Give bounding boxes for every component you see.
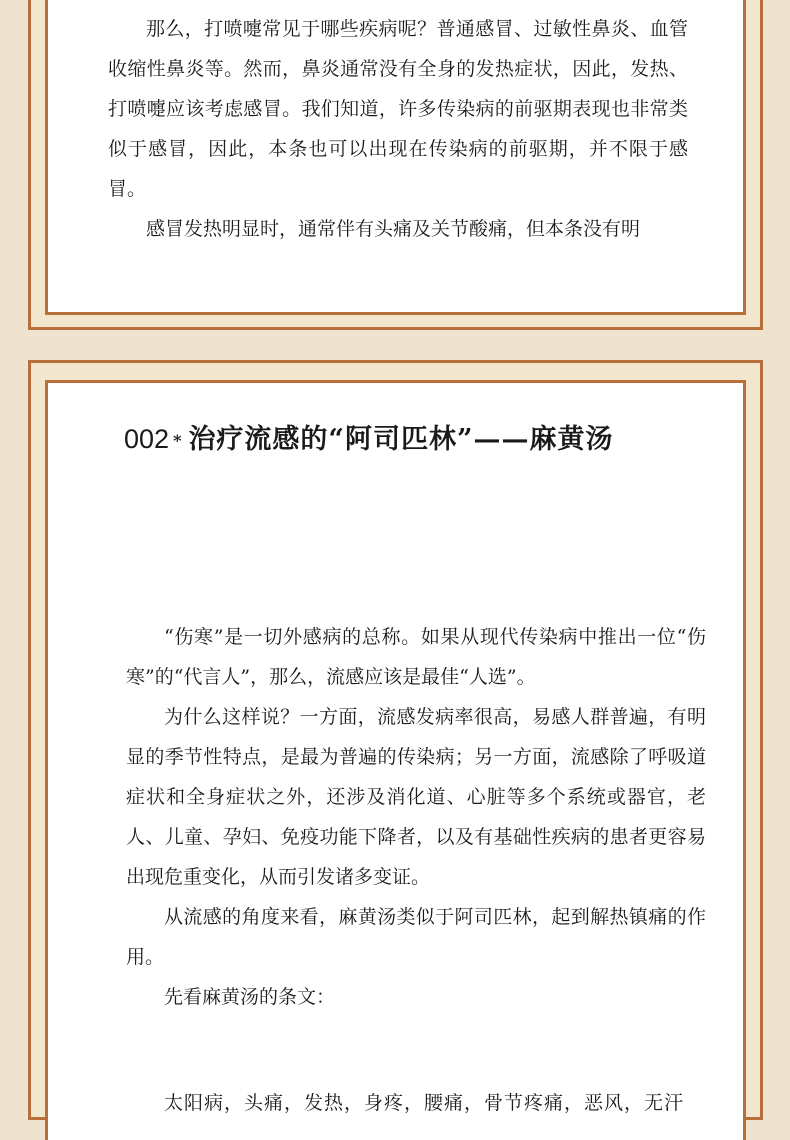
section-number: 002 [124,424,170,454]
section-title [124,417,614,456]
previous-section-content [45,0,746,315]
paragraph: 感冒发热明显时，通常伴有头痛及关节酸痛，但本条没有明 [146,218,641,240]
section-body [126,617,706,1017]
previous-section-card [28,0,763,330]
paragraph: 为什么这样说？一方面，流感发病率很高，易感人群普遍，有明显的季节性特点，是最为普遍的传染病；另一方面，流感除了呼吸道症状和全身症状之外，还涉及消化道、心脏等多个系统或器官，老人、儿童、孕妇、免疫功能下降者，以及有基础性疾病的患者更容易出现危重变化，从而引发诸多变证。 [126,706,706,888]
section-title-text: 治疗流感的“阿司匹林”——麻黄汤 [188,424,614,455]
paragraph: 先看麻黄汤的条文： [164,986,336,1008]
paragraph: “伤寒”是一切外感病的总称。如果从现代传染病中推出一位“伤寒”的“代言人”，那么，流感应该是最佳“人选”。 [126,626,706,688]
partial-line [108,0,688,9]
separator-star-icon: * [173,431,183,450]
section-card [28,360,763,1120]
paragraph: 从流感的角度来看，麻黄汤类似于阿司匹林，起到解热镇痛的作用。 [126,906,706,968]
previous-section-text [108,0,688,249]
section-content [45,380,746,1140]
classical-quote: 太阳病，头痛，发热，身疼，腰痛，骨节疼痛，恶风，无汗 [164,1092,685,1114]
paragraph: 那么，打喷嚏常见于哪些疾病呢？普通感冒、过敏性鼻炎、血管收缩性鼻炎等。然而，鼻炎通常没有全身的发热症状，因此，发热、打喷嚏应该考虑感冒。我们知道，许多传染病的前驱期表现也非常类似于感冒，因此，本条也可以出现在传染病的前驱期，并不限于感冒。 [108,18,688,200]
